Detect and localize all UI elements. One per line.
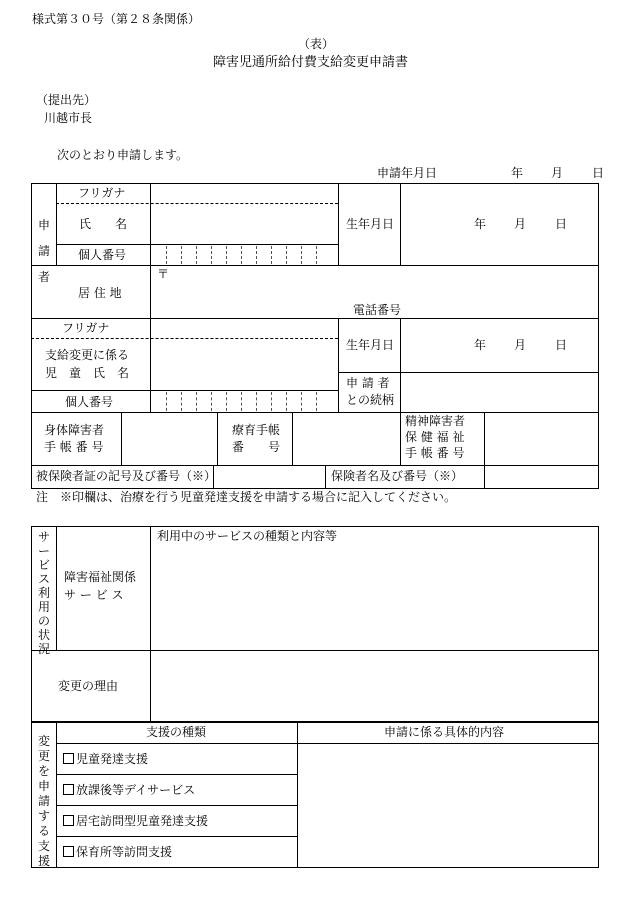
applicant-address-label: 居 住 地 — [78, 286, 122, 300]
applicant-birth-day: 日 — [555, 217, 568, 231]
applicant-birth-label: 生年月日 — [346, 217, 395, 231]
applicant-furigana-label: フリガナ — [78, 186, 126, 200]
child-name-label-line2: 児 童 氏 名 — [45, 366, 130, 380]
form-number: 様式第３０号（第２８条関係） — [32, 12, 201, 26]
mental-handbook-label-line1: 精神障害者 — [405, 414, 466, 428]
ryoiku-handbook-label-line2: 番 号 — [232, 440, 281, 454]
submit-to: （提出先） — [36, 93, 97, 107]
child-personal-number-label: 個人番号 — [65, 395, 114, 409]
applicant-name-label: 氏 名 — [79, 217, 128, 231]
checkbox[interactable] — [63, 784, 74, 795]
child-birth-label: 生年月日 — [346, 338, 395, 352]
welfare-service-label-line1: 障害福祉関係 — [64, 570, 137, 584]
child-birth-month: 月 — [514, 338, 527, 352]
child-furigana-label: フリガナ — [62, 321, 110, 335]
support-option-home-visit[interactable]: 居宅訪問型児童発達支援 — [63, 815, 208, 827]
support-option-nursery-visit[interactable]: 保育所等訪問支援 — [63, 846, 172, 858]
note-text: 注 ※印欄は、治療を行う児童発達支援を申請する場合に記入してください。 — [36, 490, 457, 504]
physical-handbook-label-line1: 身体障害者 — [44, 423, 105, 437]
applicant-personal-number-label: 個人番号 — [78, 248, 127, 262]
change-reason-label: 変更の理由 — [58, 679, 119, 693]
applicant-birth-year: 年 — [474, 217, 487, 231]
support-section-label: 変更を申請する支援 — [37, 734, 50, 868]
mental-handbook-label-line3: 手 帳 番 号 — [405, 446, 465, 460]
welfare-service-label-line2: サ ー ビ ス — [64, 588, 124, 602]
checkbox[interactable] — [63, 846, 74, 857]
application-month: 月 — [551, 166, 564, 180]
ryoiku-handbook-label-line1: 療育手帳 — [232, 423, 281, 437]
side-indicator: （表） — [298, 37, 335, 51]
child-birth-day: 日 — [555, 338, 568, 352]
support-detail-header: 申請に係る具体的内容 — [384, 725, 505, 739]
insurance-card-label: 被保険者証の記号及び番号（※） — [36, 469, 217, 483]
child-birth-year: 年 — [474, 338, 487, 352]
checkbox[interactable] — [63, 815, 74, 826]
insurer-label: 保険者名及び番号（※） — [331, 469, 464, 483]
child-name-label-line1: 支給変更に係る — [45, 348, 130, 362]
relation-label-line2: との続柄 — [346, 393, 395, 407]
physical-handbook-label-line2: 手 帳 番 号 — [44, 440, 104, 454]
applicant-birth-month: 月 — [514, 217, 527, 231]
mental-handbook-label-line2: 保 健 福 祉 — [405, 430, 465, 444]
current-service-content-label: 利用中のサービスの種類と内容等 — [157, 529, 338, 543]
service-usage-section-label: サービス利用の状況 — [37, 530, 50, 656]
applicant-section-label: 申請者 — [37, 218, 50, 284]
support-option-child-development[interactable]: 児童発達支援 — [63, 753, 148, 765]
support-type-header: 支援の種類 — [146, 725, 207, 739]
phone-label: 電話番号 — [353, 303, 402, 317]
support-option-after-school[interactable]: 放課後等デイサービス — [63, 784, 195, 796]
application-day: 日 — [592, 166, 605, 180]
application-year: 年 — [511, 166, 524, 180]
checkbox[interactable] — [63, 753, 74, 764]
form-title: 障害児通所給付費支給変更申請書 — [213, 55, 409, 70]
relation-label-line1: 申 請 者 — [346, 376, 390, 390]
intro-text: 次のとおり申請します。 — [57, 148, 189, 162]
postal-mark: 〒 — [157, 267, 170, 281]
application-date-label: 申請年月日 — [377, 166, 438, 180]
recipient: 川越市長 — [44, 111, 93, 125]
